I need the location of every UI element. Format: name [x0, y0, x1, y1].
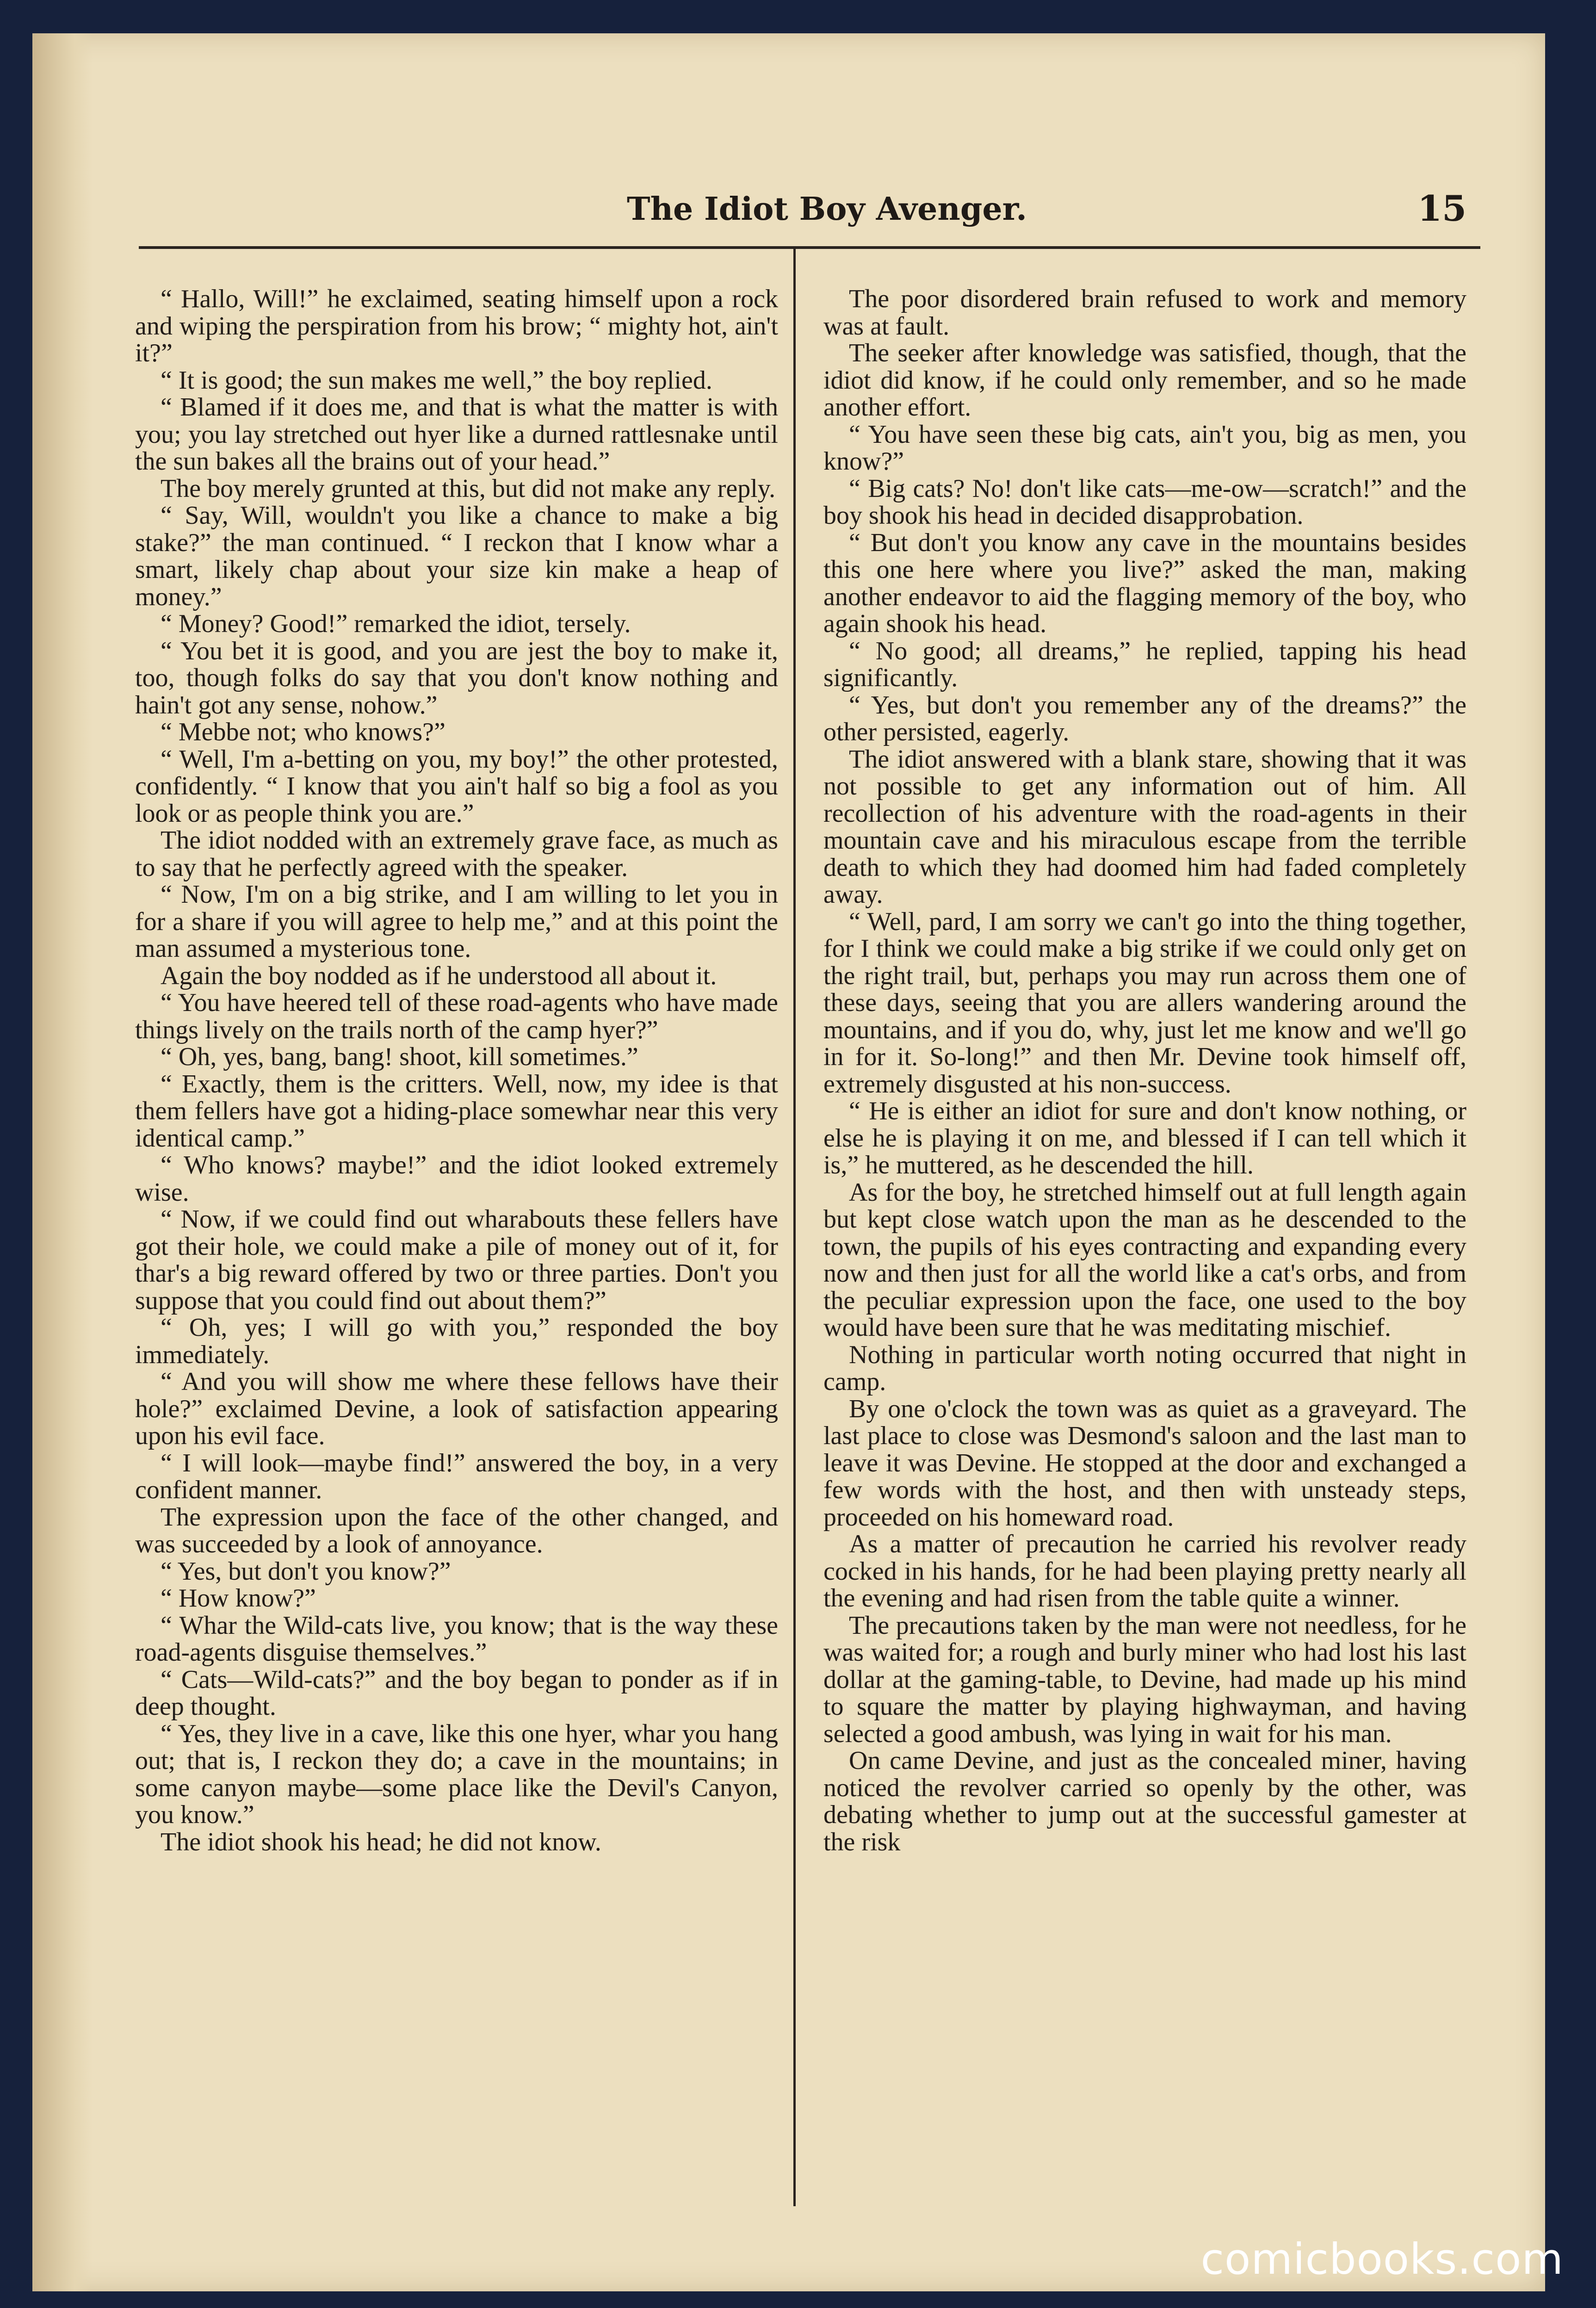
paragraph: “ Who knows? maybe!” and the idiot looked extremely wise.	[135, 1151, 778, 1207]
paragraph: “ Yes, but don't you remember any of the dreams?” the other persisted, eagerly.	[823, 690, 1466, 746]
column-divider	[793, 249, 796, 2206]
paragraph: “ Oh, yes; I will go with you,” responded the boy immediately.	[135, 1313, 778, 1369]
paragraph: The precautions taken by the man were not needless, for he was waited for; a rough and burly miner who had lost his last dollar at the gaming-table, to Devine, had made up his mind to square the matter by playing highwayman, and having selected a good ambush, was lying in wait for his man.	[823, 1611, 1466, 1748]
paragraph: “ Well, I'm a-betting on you, my boy!” the other protested, confidently. “ I know that you ain't half so big a fool as you look or as people think you are.”	[135, 745, 778, 828]
paragraph: By one o'clock the town was as quiet as a graveyard. The last place to close was Desmond's saloon and the last man to leave it was Devine. He stopped at the door and exchanged a few words with the host, and then with unsteady steps, proceeded on his homeward road.	[823, 1394, 1466, 1532]
paragraph: The seeker after knowledge was satisfied, though, that the idiot did know, if he could only remember, and so he made another effort.	[823, 339, 1466, 422]
paragraph: “ But don't you know any cave in the mountains besides this one here where you live?” asked the man, making another endeavor to aid the flagging memory of the boy, who again shook his head.	[823, 528, 1466, 638]
paragraph: The idiot answered with a blank stare, showing that it was not possible to get any information out of him. All recollection of his adventure with the road-agents in their mountain cave and his miraculous escape from the terrible death to which they had doomed him had faded completely away.	[823, 745, 1466, 909]
paragraph: “ Well, pard, I am sorry we can't go into the thing together, for I think we could make a big strike if we could only get on the right trail, but, perhaps you may run across them one of these days, seeing that you are allers wandering around the mountains, and if you do, why, just let me know and we'll go in for it. So-long!” and then Mr. Devine took himself off, extremely disgusted at his non-success.	[823, 907, 1466, 1098]
paragraph: The idiot shook his head; he did not know.	[161, 1827, 601, 1856]
paragraph: “ Exactly, them is the critters. Well, now, my idee is that them fellers have got a hiding-place somewhar near this very identical camp.”	[135, 1069, 778, 1153]
paragraph: Again the boy nodded as if he understood all about it.	[161, 961, 717, 990]
running-title: The Idiot Boy Avenger.	[627, 191, 1027, 228]
book-page	[32, 33, 1545, 2291]
paragraph: The expression upon the face of the other changed, and was succeeded by a look of annoyance.	[135, 1502, 778, 1558]
paragraph: “ Big cats? No! don't like cats—me-ow—scratch!” and the boy shook his head in decided disapprobation.	[823, 474, 1466, 530]
paragraph: “ And you will show me where these fellows have their hole?” exclaimed Devine, a look of satisfaction appearing upon his evil face.	[135, 1367, 778, 1450]
paragraph: Nothing in particular worth noting occurred that night in camp.	[823, 1340, 1466, 1396]
left-column	[135, 285, 778, 1855]
paragraph: “ You have seen these big cats, ain't you, big as men, you know?”	[823, 420, 1466, 476]
paragraph: “ Whar the Wild-cats live, you know; that is the way these road-agents disguise themselves.”	[135, 1611, 778, 1667]
paragraph: “ Say, Will, wouldn't you like a chance to make a big stake?” the man continued. “ I reckon that I know whar a smart, likely chap about your size kin make a heap of money.”	[135, 501, 778, 611]
paragraph: On came Devine, and just as the concealed miner, having noticed the revolver carried so openly by the other, was debating whether to jump out at the successful gamester at the risk	[823, 1746, 1466, 1856]
paragraph: “ Blamed if it does me, and that is what the matter is with you; you lay stretched out hyer like a durned rattlesnake until the sun bakes all the brains out of your head.”	[135, 393, 778, 476]
paragraph: “ Oh, yes, bang, bang! shoot, kill sometimes.”	[161, 1042, 638, 1071]
paragraph: “ I will look—maybe find!” answered the boy, in a very confident manner.	[135, 1448, 778, 1504]
watermark: comicbooks.com	[1200, 2234, 1564, 2284]
page-number: 15	[1417, 188, 1466, 229]
paragraph: As a matter of precaution he carried his revolver ready cocked in his hands, for he had been playing pretty nearly all the evening and had risen from the table quite a winner.	[823, 1530, 1466, 1613]
paragraph: “ You have heered tell of these road-agents who have made things lively on the trails north of the camp hyer?”	[135, 988, 778, 1044]
paragraph: As for the boy, he stretched himself out at full length again but kept close watch upon the man as he descended to the town, the pupils of his eyes contracting and expanding every now and then just for all the world like a cat's orbs, and from the peculiar expression upon the face, one used to the boy would have been sure that he was meditating mischief.	[823, 1178, 1466, 1342]
paragraph: The idiot nodded with an extremely grave face, as much as to say that he perfectly agreed with the speaker.	[135, 826, 778, 882]
paragraph: “ Mebbe not; who knows?”	[161, 718, 445, 746]
page-spine-shadow	[32, 33, 93, 2291]
paragraph: “ Cats—Wild-cats?” and the boy began to ponder as if in deep thought.	[135, 1665, 778, 1721]
paragraph: “ You bet it is good, and you are jest the boy to make it, too, though folks do say that you don't know nothing and hain't got any sense, nohow.”	[135, 636, 778, 720]
paragraph: “ No good; all dreams,” he replied, tapping his head significantly.	[823, 636, 1466, 692]
paragraph: “ Yes, they live in a cave, like this one hyer, whar you hang out; that is, I reckon they do; a cave in the mountains; in some canyon maybe—some place like the Devil's Canyon, you know.”	[135, 1719, 778, 1829]
right-column	[823, 285, 1466, 1855]
paragraph: “ Now, if we could find out wharabouts these fellers have got their hole, we could make a pile of money out of it, for thar's a big reward offered by two or three parties. Don't you suppose that you could find out about them?”	[135, 1205, 778, 1315]
paragraph: “ Now, I'm on a big strike, and I am willing to let you in for a share if you will agree to help me,” and at this point the man assumed a mysterious tone.	[135, 880, 778, 963]
paragraph: “ How know?”	[161, 1584, 316, 1613]
paragraph: “ It is good; the sun makes me well,” the boy replied.	[161, 366, 712, 395]
paragraph: “ Yes, but don't you know?”	[161, 1557, 451, 1586]
paragraph: The poor disordered brain refused to work and memory was at fault.	[823, 285, 1466, 341]
paragraph: “ Money? Good!” remarked the idiot, tersely.	[161, 609, 631, 638]
paragraph: “ Hallo, Will!” he exclaimed, seating himself upon a rock and wiping the perspiration from his brow; “ mighty hot, ain't it?”	[135, 285, 778, 367]
paragraph: “ He is either an idiot for sure and don't know nothing, or else he is playing it on me, and blessed if I can tell which it is,” he muttered, as he descended the hill.	[823, 1097, 1466, 1179]
paragraph: The boy merely grunted at this, but did not make any reply.	[161, 474, 776, 503]
page-header	[139, 172, 1480, 249]
